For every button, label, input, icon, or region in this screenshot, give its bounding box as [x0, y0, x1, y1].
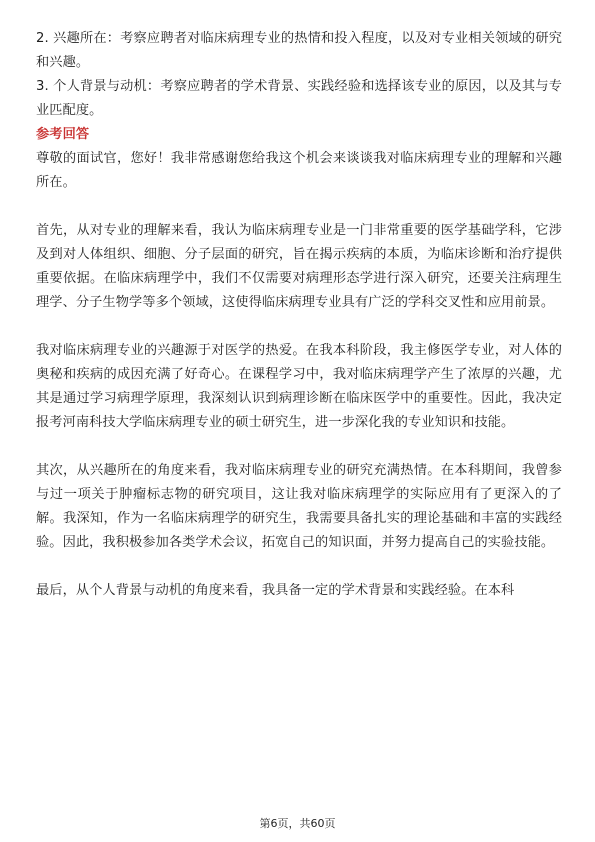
criteria-item-3: 3. 个人背景与动机：考察应聘者的学术背景、实践经验和选择该专业的原因，以及其与专业匹配度。 [36, 79, 562, 118]
paragraph-spacer [36, 315, 562, 339]
answer-paragraph-background: 最后，从个人背景与动机的角度来看，我具备一定的学术背景和实践经验。在本科 [36, 583, 515, 598]
paragraph-spacer [36, 555, 562, 579]
reference-answer-heading: 参考回答 [36, 127, 90, 142]
paragraph-spacer [36, 435, 562, 459]
answer-paragraph-greeting: 尊敬的面试官，您好！我非常感谢您给我这个机会来谈谈我对临床病理专业的理解和兴趣所在。 [36, 151, 562, 190]
answer-paragraph-research-passion: 其次，从兴趣所在的角度来看，我对临床病理专业的研究充满热情。在本科期间，我曾参与过一项关于肿瘤标志物的研究项目，这让我对临床病理学的实际应用有了更深入的了解。我深知，作为一名临床病理学的研究生，我需要具备扎实的理论基础和丰富的实践经验。因此，我积极参加各类学术会议，拓宽自己的知识面，并努力提高自己的实验技能。 [36, 463, 562, 550]
answer-paragraph-interest-origin: 我对临床病理专业的兴趣源于对医学的热爱。在我本科阶段，我主修医学专业，对人体的奥秘和疾病的成因充满了好奇心。在课程学习中，我对临床病理学产生了浓厚的兴趣，尤其是通过学习病理学原理，我深刻认识到病理诊断在临床医学中的重要性。因此，我决定报考河南科技大学临床病理专业的硕士研究生，进一步深化我的专业知识和技能。 [36, 343, 562, 430]
paragraph-spacer [36, 195, 562, 219]
answer-paragraph-understanding: 首先，从对专业的理解来看，我认为临床病理专业是一门非常重要的医学基础学科，它涉及到对人体组织、细胞、分子层面的研究，旨在揭示疾病的本质，为临床诊断和治疗提供重要依据。在临床病理学中，我们不仅需要对病理形态学进行深入研究，还要关注病理生理学、分子生物学等多个领域，这使得临床病理专业具有广泛的学科交叉性和应用前景。 [36, 223, 562, 310]
criteria-item-2: 2. 兴趣所在：考察应聘者对临床病理专业的热情和投入程度，以及对专业相关领域的研究和兴趣。 [36, 31, 562, 70]
page-number: 第6页，共60页 [259, 817, 336, 830]
page-content [36, 27, 562, 603]
